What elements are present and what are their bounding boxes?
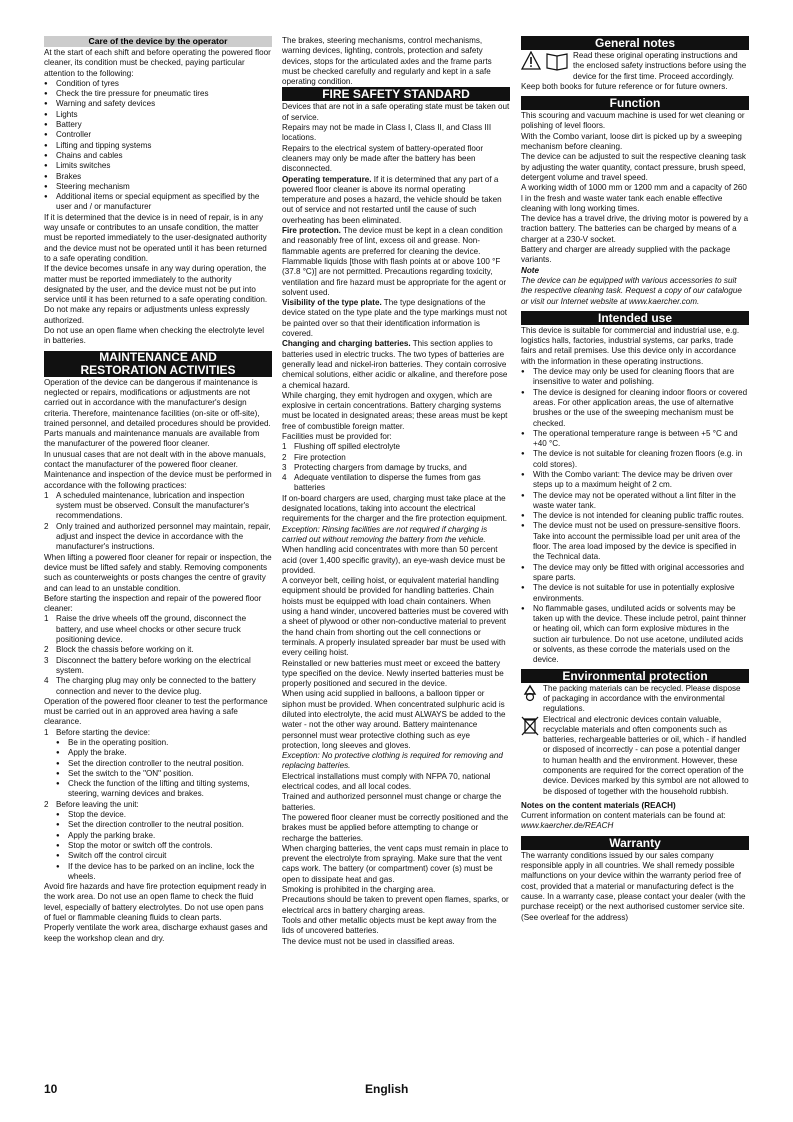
- list-item: [44, 656, 272, 677]
- list-number: 2: [44, 521, 49, 531]
- list-item: [44, 645, 272, 655]
- weee-block: [521, 715, 749, 797]
- list-text: A scheduled maintenance, lubrication and inspection system must be observed. Consult the manufacturer's recommendations.: [56, 490, 250, 521]
- maintenance-list: [44, 491, 272, 553]
- sub-list: [56, 738, 272, 800]
- list-item: ● Limits switches: [44, 161, 272, 171]
- paragraph: If it is determined that the device is in need of repair, is in any way unsafe or contributes to an unsafe condition, the matter must be reported immediately to the user-designated authority and the device must not be operated until it has been returned to a safe operating condition.: [44, 212, 267, 263]
- list-number: 1: [282, 442, 287, 452]
- list-item: ● With the Combo variant: The device may be driven over steps up to a maximum height of 2 cm.: [521, 470, 749, 491]
- paragraph: Facilities must be provided for:: [282, 431, 392, 441]
- paragraph: The device can be adjusted to suit the respective cleaning task by adjusting the water quantity, contact pressure, brush speed, detergent volume and travel speed.: [521, 152, 746, 182]
- paragraph: Do not use an open flame when checking the electrolyte level in batteries.: [44, 326, 265, 346]
- recycling-text: The packing materials can be recycled. Please dispose of packaging in accordance with the environmental regulations.: [543, 683, 741, 714]
- weee-text: Electrical and electronic devices contain valuable, recyclable materials and often components such as batteries, rechargeable batteries or oil, which - if handled or disposed of incorrectly - can pose a potential danger to human health and the environment. However, these components are required for the correct operation of the device. Devices marked by this symbol are not allowed to be disposed of together with the household rubbish.: [543, 714, 749, 796]
- paragraph-text: If it is determined that any part of a powered floor cleaner is above its normal operating temperature and poses a hazard, the vehicle should be taken out of service and not restarted until the cause of such overheating has been eliminated.: [282, 174, 502, 225]
- sub-list: [56, 810, 272, 882]
- list-item: ● Be in the operating position.: [56, 738, 272, 748]
- paragraph: (See overleaf for the address): [521, 912, 629, 922]
- list-item: [44, 728, 272, 800]
- list-item: [282, 453, 510, 463]
- list-item: ● Apply the brake.: [56, 748, 272, 758]
- paragraph-text: The type designations of the device stated on the type plate and the type markings must not be painted over so that their identification information is covered.: [282, 298, 507, 339]
- note-text: The device can be equipped with various accessories to suit the respective cleaning task. Request a copy of our catalogue or visit our Internet website at www.kaercher.com.: [521, 275, 742, 306]
- list-item: ● Lights: [44, 110, 272, 120]
- general-notes-heading: General notes: [521, 36, 749, 50]
- paragraph: The device must not be used in classified areas.: [282, 936, 455, 946]
- care-heading: Care of the device by the operator: [44, 36, 272, 47]
- care-list: [44, 79, 272, 213]
- paragraph: If the device becomes unsafe in any way during operation, the matter must be reported immediately to the authority designated by the user, and the device must not be put into service until it has been returned to a safe operating condition.: [44, 264, 268, 305]
- paragraph-text: This section applies to batteries used in electric trucks. The two types of batteries are generally lead and nickel-iron batteries. They contain corrosive chemical solutions, either acidic or alkaline, and therefore pose a chemical hazard.: [282, 339, 508, 390]
- list-item: ● The device is not suitable for use in potentially explosive environments.: [521, 583, 749, 604]
- intended-use-list: [521, 367, 749, 666]
- list-item: ● The device must not be used on pressure-sensitive floors. Take into account the permissible load per unit area of the floor. The area load imposed by the device is specified in the Technical data.: [521, 521, 749, 562]
- warranty-heading: Warranty: [521, 836, 749, 850]
- run-in-heading: Operating temperature.: [282, 174, 372, 184]
- paragraph: [282, 226, 510, 298]
- general-notes-block: [521, 51, 749, 82]
- list-text: Disconnect the battery before working on the electrical system.: [56, 655, 251, 675]
- paragraph: When charging batteries, the vent caps must remain in place to prevent the electrolyte from spraying. Make sure that the vent caps work. The battery (or compartment) cover (s) must be open to dissipate heat and gas.: [282, 843, 509, 884]
- paragraph: Repairs to the electrical system of battery-operated floor cleaners may only be made after the battery has been disconnected.: [282, 143, 484, 174]
- reach-heading: Notes on the content materials (REACH): [521, 800, 676, 810]
- start-leave-list: [44, 728, 272, 882]
- paragraph: Battery and charger are already supplied with the package variants.: [521, 245, 731, 265]
- reach-text: Current information on content materials can be found at:: [521, 811, 726, 821]
- list-item: [282, 473, 510, 494]
- fire-safety-heading: FIRE SAFETY STANDARD: [282, 87, 510, 101]
- list-item: [44, 800, 272, 882]
- list-item: ● The device is not suitable for cleaning frozen floors (e.g. in cold stores).: [521, 449, 749, 470]
- reach-link[interactable]: www.kaercher.de/REACH: [521, 821, 614, 831]
- paragraph: A conveyor belt, ceiling hoist, or equivalent material handling equipment should be provided for handling batteries. Chain hoists must be equipped with load chain containers. When using a hand winder, uncovered batteries must be covered with a sheet of plywood or other non-conductive material to prevent the hand chain from shorting out the cell connections or terminals. A properly insulated spreader bar must be used with every ceiling hoist.: [282, 576, 509, 658]
- list-item: ● The device is designed for cleaning indoor floors or covered areas. For other application areas, the use of alternative brushes or the use of the sweeping mechanism must be checked.: [521, 388, 749, 429]
- paragraph: With the Combo variant, loose dirt is picked up by a sweeping mechanism before cleaning.: [521, 131, 742, 152]
- crossed-bin-icon: [521, 715, 539, 797]
- list-item: ● Switch off the control circuit: [56, 851, 272, 861]
- list-item: [282, 442, 510, 452]
- paragraph: In unusual cases that are not dealt with in the above manuals, contact the manufacturer of the powered floor cleaner. Maintenance and inspection of the device must be performed in accordance with the following practices:: [44, 449, 272, 490]
- list-item: ● Steering mechanism: [44, 182, 272, 192]
- list-number: 2: [44, 645, 49, 655]
- paragraph: Do not make any repairs or adjustments unless expressly authorized.: [44, 305, 250, 325]
- maintenance-heading: [44, 351, 272, 377]
- list-text: Adequate ventilation to disperse the fumes from gas batteries: [294, 473, 481, 493]
- list-item: ● The operational temperature range is between +5 °C and +40 °C.: [521, 429, 749, 450]
- list-item: ● Chains and cables: [44, 151, 272, 161]
- list-text: Before leaving the unit:: [56, 799, 139, 809]
- list-item: ● Condition of tyres: [44, 79, 272, 89]
- list-item: ● Check the function of the lifting and tilting systems, steering, warning devices and brakes.: [56, 779, 272, 800]
- paragraph: [521, 811, 749, 832]
- paragraph: Operation of the device can be dangerous if maintenance is neglected or repairs, modifications or adjustments are not carried out in accordance with the manufacturer's design criteria. Therefore, maintenance facilities (on-site or off-site), trained personnel, and detailed procedures should be provided.: [44, 377, 271, 428]
- facilities-list: [282, 442, 510, 493]
- list-text: Only trained and authorized personnel may maintain, repair, adjust and inspect the device in accordance with the manufacturer's instructions.: [56, 521, 271, 552]
- exception-note: Exception: Rinsing facilities are not required if charging is carried out without removing the battery from the vehicle.: [282, 524, 488, 544]
- run-in-heading: Visibility of the type plate.: [282, 298, 382, 308]
- paragraph: A working width of 1000 mm or 1200 mm and a capacity of 260 l in the fresh and waste water tank each enable effective cleaning with long working times.: [521, 183, 747, 213]
- paragraph: [282, 339, 510, 390]
- list-item: [44, 614, 272, 645]
- inspection-list: [44, 614, 272, 696]
- column-right: [521, 36, 749, 923]
- list-item: ● Check the tire pressure for pneumatic tires: [44, 89, 272, 99]
- paragraph: Properly ventilate the work area, discharge exhaust gases and keep the workshop clean and dry.: [44, 923, 268, 943]
- list-item: [44, 676, 272, 697]
- function-heading: Function: [521, 96, 749, 110]
- paragraph: Electrical installations must comply with NFPA 70, national electrical codes, and all local codes.: [282, 771, 491, 792]
- list-item: ● Stop the motor or switch off the controls.: [56, 841, 272, 851]
- warning-triangle-icon: [521, 51, 541, 82]
- list-number: 1: [44, 490, 49, 500]
- list-number: 3: [44, 655, 49, 665]
- paragraph: Keep both books for future reference or for future owners.: [521, 81, 728, 91]
- maintenance-heading-line-2: RESTORATION ACTIVITIES: [80, 362, 236, 377]
- maintenance-heading-line-1: MAINTENANCE AND: [99, 349, 217, 364]
- footer-language: English: [365, 1082, 409, 1096]
- paragraph: Parts manuals and maintenance manuals are available from the manufacturer of the powered floor cleaner.: [44, 429, 260, 449]
- intended-use-heading: Intended use: [521, 311, 749, 325]
- list-item: ● Set the direction controller to the neutral position.: [56, 759, 272, 769]
- column-middle: [282, 36, 510, 947]
- list-text: Raise the drive wheels off the ground, disconnect the battery, and use wheel chocks or other secure truck positioning device.: [56, 614, 247, 645]
- paragraph: Before starting the inspection and repair of the powered floor cleaner:: [44, 593, 262, 614]
- list-item: ● Set the switch to the "ON" position.: [56, 769, 272, 779]
- paragraph: If on-board chargers are used, charging must take place at the designated locations, taking into account the electrical requirements for the charger and the fire protection equipment.: [282, 493, 507, 524]
- paragraph: Tools and other metallic objects must be kept away from the lids of uncovered batteries.: [282, 915, 497, 936]
- list-item: ● Warning and safety devices: [44, 99, 272, 109]
- list-item: ● Brakes: [44, 172, 272, 182]
- exception-note: Exception: No protective clothing is required for removing and replacing batteries.: [282, 751, 503, 771]
- list-number: 4: [282, 473, 287, 483]
- column-left: [44, 36, 272, 944]
- list-number: 1: [44, 614, 49, 624]
- list-item: [44, 522, 272, 553]
- list-text: Protecting chargers from damage by trucks, and: [294, 462, 467, 472]
- paragraph: [282, 298, 510, 339]
- list-number: 1: [44, 727, 49, 737]
- list-item: ● The device may only be used for cleaning floors that are insensitive to water and polishing.: [521, 367, 749, 388]
- paragraph: Operation of the powered floor cleaner to test the performance must be carried out in an approved area having a safe clearance.: [44, 696, 268, 727]
- list-item: ● Apply the parking brake.: [56, 831, 272, 841]
- paragraph: When handling acid concentrates with more than 50 percent acid (over 1,400 specific gravity), an eye-wash device must be provided.: [282, 545, 506, 575]
- paragraph: While charging, they emit hydrogen and oxygen, which are explosive in certain concentrations. Battery charging systems must be located in designated areas; these areas must be kept free of combustible foreign matter.: [282, 390, 508, 431]
- general-notes-text: Read these original operating instructions and the enclosed safety instructions before using the device for the first time. Proceed accordingly.: [573, 51, 747, 81]
- list-item: ● Additional items or special equipment as specified by the user and / or manufacturer: [44, 192, 272, 213]
- list-number: 2: [282, 452, 287, 462]
- list-number: 3: [282, 462, 287, 472]
- paragraph: The powered floor cleaner must be correctly positioned and the brakes must be applied before attempting to change or recharge the batteries.: [282, 812, 509, 843]
- recycling-icon: [521, 684, 539, 715]
- list-item: [282, 463, 510, 473]
- run-in-heading: Fire protection.: [282, 226, 341, 236]
- list-text: Flushing off spilled electrolyte: [294, 442, 401, 452]
- paragraph: The device has a travel drive, the driving motor is powered by a traction battery. The batteries can be charged by means of a charger at a 230-V socket.: [521, 214, 749, 244]
- list-item: ● The device may only be fitted with original accessories and spare parts.: [521, 563, 749, 584]
- paragraph: The brakes, steering mechanisms, control mechanisms, warning devices, lighting, controls, protection and safety devices, stops for the articulated axles and the frame parts must be checked carefully and regularly and kept in a safe operating condition.: [282, 36, 492, 87]
- paragraph: Precautions should be taken to prevent open flames, sparks, or electrical arcs in battery charging areas.: [282, 895, 509, 915]
- list-item: ● Set the direction controller to the neutral position.: [56, 820, 272, 830]
- paragraph: The warranty conditions issued by our sales company responsible apply in all countries. We shall remedy possible malfunctions on your device within the warranty period free of cost, provided that a material or manufacturing defect is the cause. In a warranty case, please contact your dealer (with the purchase receipt) or the next authorised customer service site.: [521, 850, 746, 912]
- list-number: 4: [44, 676, 49, 686]
- paragraph-text: The device must be kept in a clean condition and reasonably free of lint, excess oil and grease. Non-flammable agents are preferred for cleaning the device. Flammable liquids [those with flash points at or above 100 °F (37.8 °C)] are not permitted. Precautions regarding toxicity, ventilation and fire hazard must be appropriate for the agent or solvent used.: [282, 226, 507, 297]
- list-item: ● The device may not be operated without a lint filter in the waste water tank.: [521, 491, 749, 512]
- list-text: The charging plug may only be connected to the battery connection and never to the device plug.: [56, 676, 256, 696]
- care-intro: At the start of each shift and before operating the powered floor cleaner, its condition must be checked, paying particular attention to the following:: [44, 48, 271, 78]
- list-item: ● Stop the device.: [56, 810, 272, 820]
- list-number: 2: [44, 799, 49, 809]
- paragraph: Smoking is prohibited in the charging area.: [282, 885, 436, 895]
- list-item: ● No flammable gases, undiluted acids or solvents may be taken up with the device. These include petrol, paint thinner or heating oil, which can form explosive mixtures in the suction air turbulence. Do not use acetone, undiluted acids or solvents, as these corrode the materials used on the device.: [521, 604, 749, 666]
- page-number: 10: [44, 1082, 58, 1096]
- list-item: ● The device is not intended for cleaning public traffic routes.: [521, 511, 749, 521]
- list-item: ● Battery: [44, 120, 272, 130]
- paragraph: This device is suitable for commercial and industrial use, e.g. logistics halls, factories, industrial systems, car parks, trade fairs and retail premises. Use this device only in accordance with the information in these operating instructions.: [521, 325, 740, 366]
- note-label: Note: [521, 265, 539, 275]
- list-item: ● If the device has to be parked on an incline, lock the wheels.: [56, 862, 272, 883]
- paragraph: Reinstalled or new batteries must meet or exceed the battery type specified on the device. Newly inserted batteries must be properly positioned and secured in the device.: [282, 658, 504, 689]
- recycling-block: [521, 684, 749, 715]
- list-item: ● Controller: [44, 130, 272, 140]
- paragraph: [282, 175, 510, 226]
- paragraph: Devices that are not in a safe operating state must be taken out of service.: [282, 102, 510, 122]
- list-item: ● Lifting and tipping systems: [44, 141, 272, 151]
- paragraph: This scouring and vacuum machine is used for wet cleaning or polishing of level floors.: [521, 111, 745, 131]
- paragraph: Avoid fire hazards and have fire protection equipment ready in the work area. Do not use an open flame to check the fluid level, especially of battery electrolytes. Do not use open pans of fuel or flammable cleaning fluids to clean parts.: [44, 882, 267, 923]
- paragraph: When lifting a powered floor cleaner for repair or inspection, the device must be lifted safely and stably. Removing components such as counterweights or posts changes the centre of gravity and can lead to an unstable condition.: [44, 552, 272, 593]
- paragraph: When using acid supplied in balloons, a balloon tipper or siphon must be provided. When concentrated sulphuric acid is diluted into electrolyte, the acid must ALWAYS be added to the water - not the other way around. Battery maintenance personnel must wear protective clothing such as eye protection, long sleeves and gloves.: [282, 689, 506, 750]
- paragraph: Repairs may not be made in Class I, Class II, and Class III locations.: [282, 123, 492, 143]
- list-text: Fire protection: [294, 452, 346, 462]
- paragraph: Trained and authorized personnel must change or charge the batteries.: [282, 792, 502, 812]
- list-text: Block the chassis before working on it.: [56, 645, 194, 655]
- environmental-heading: Environmental protection: [521, 669, 749, 683]
- run-in-heading: Changing and charging batteries.: [282, 339, 411, 349]
- open-book-icon: [545, 51, 569, 82]
- list-text: Before starting the device:: [56, 727, 151, 737]
- list-item: [44, 491, 272, 522]
